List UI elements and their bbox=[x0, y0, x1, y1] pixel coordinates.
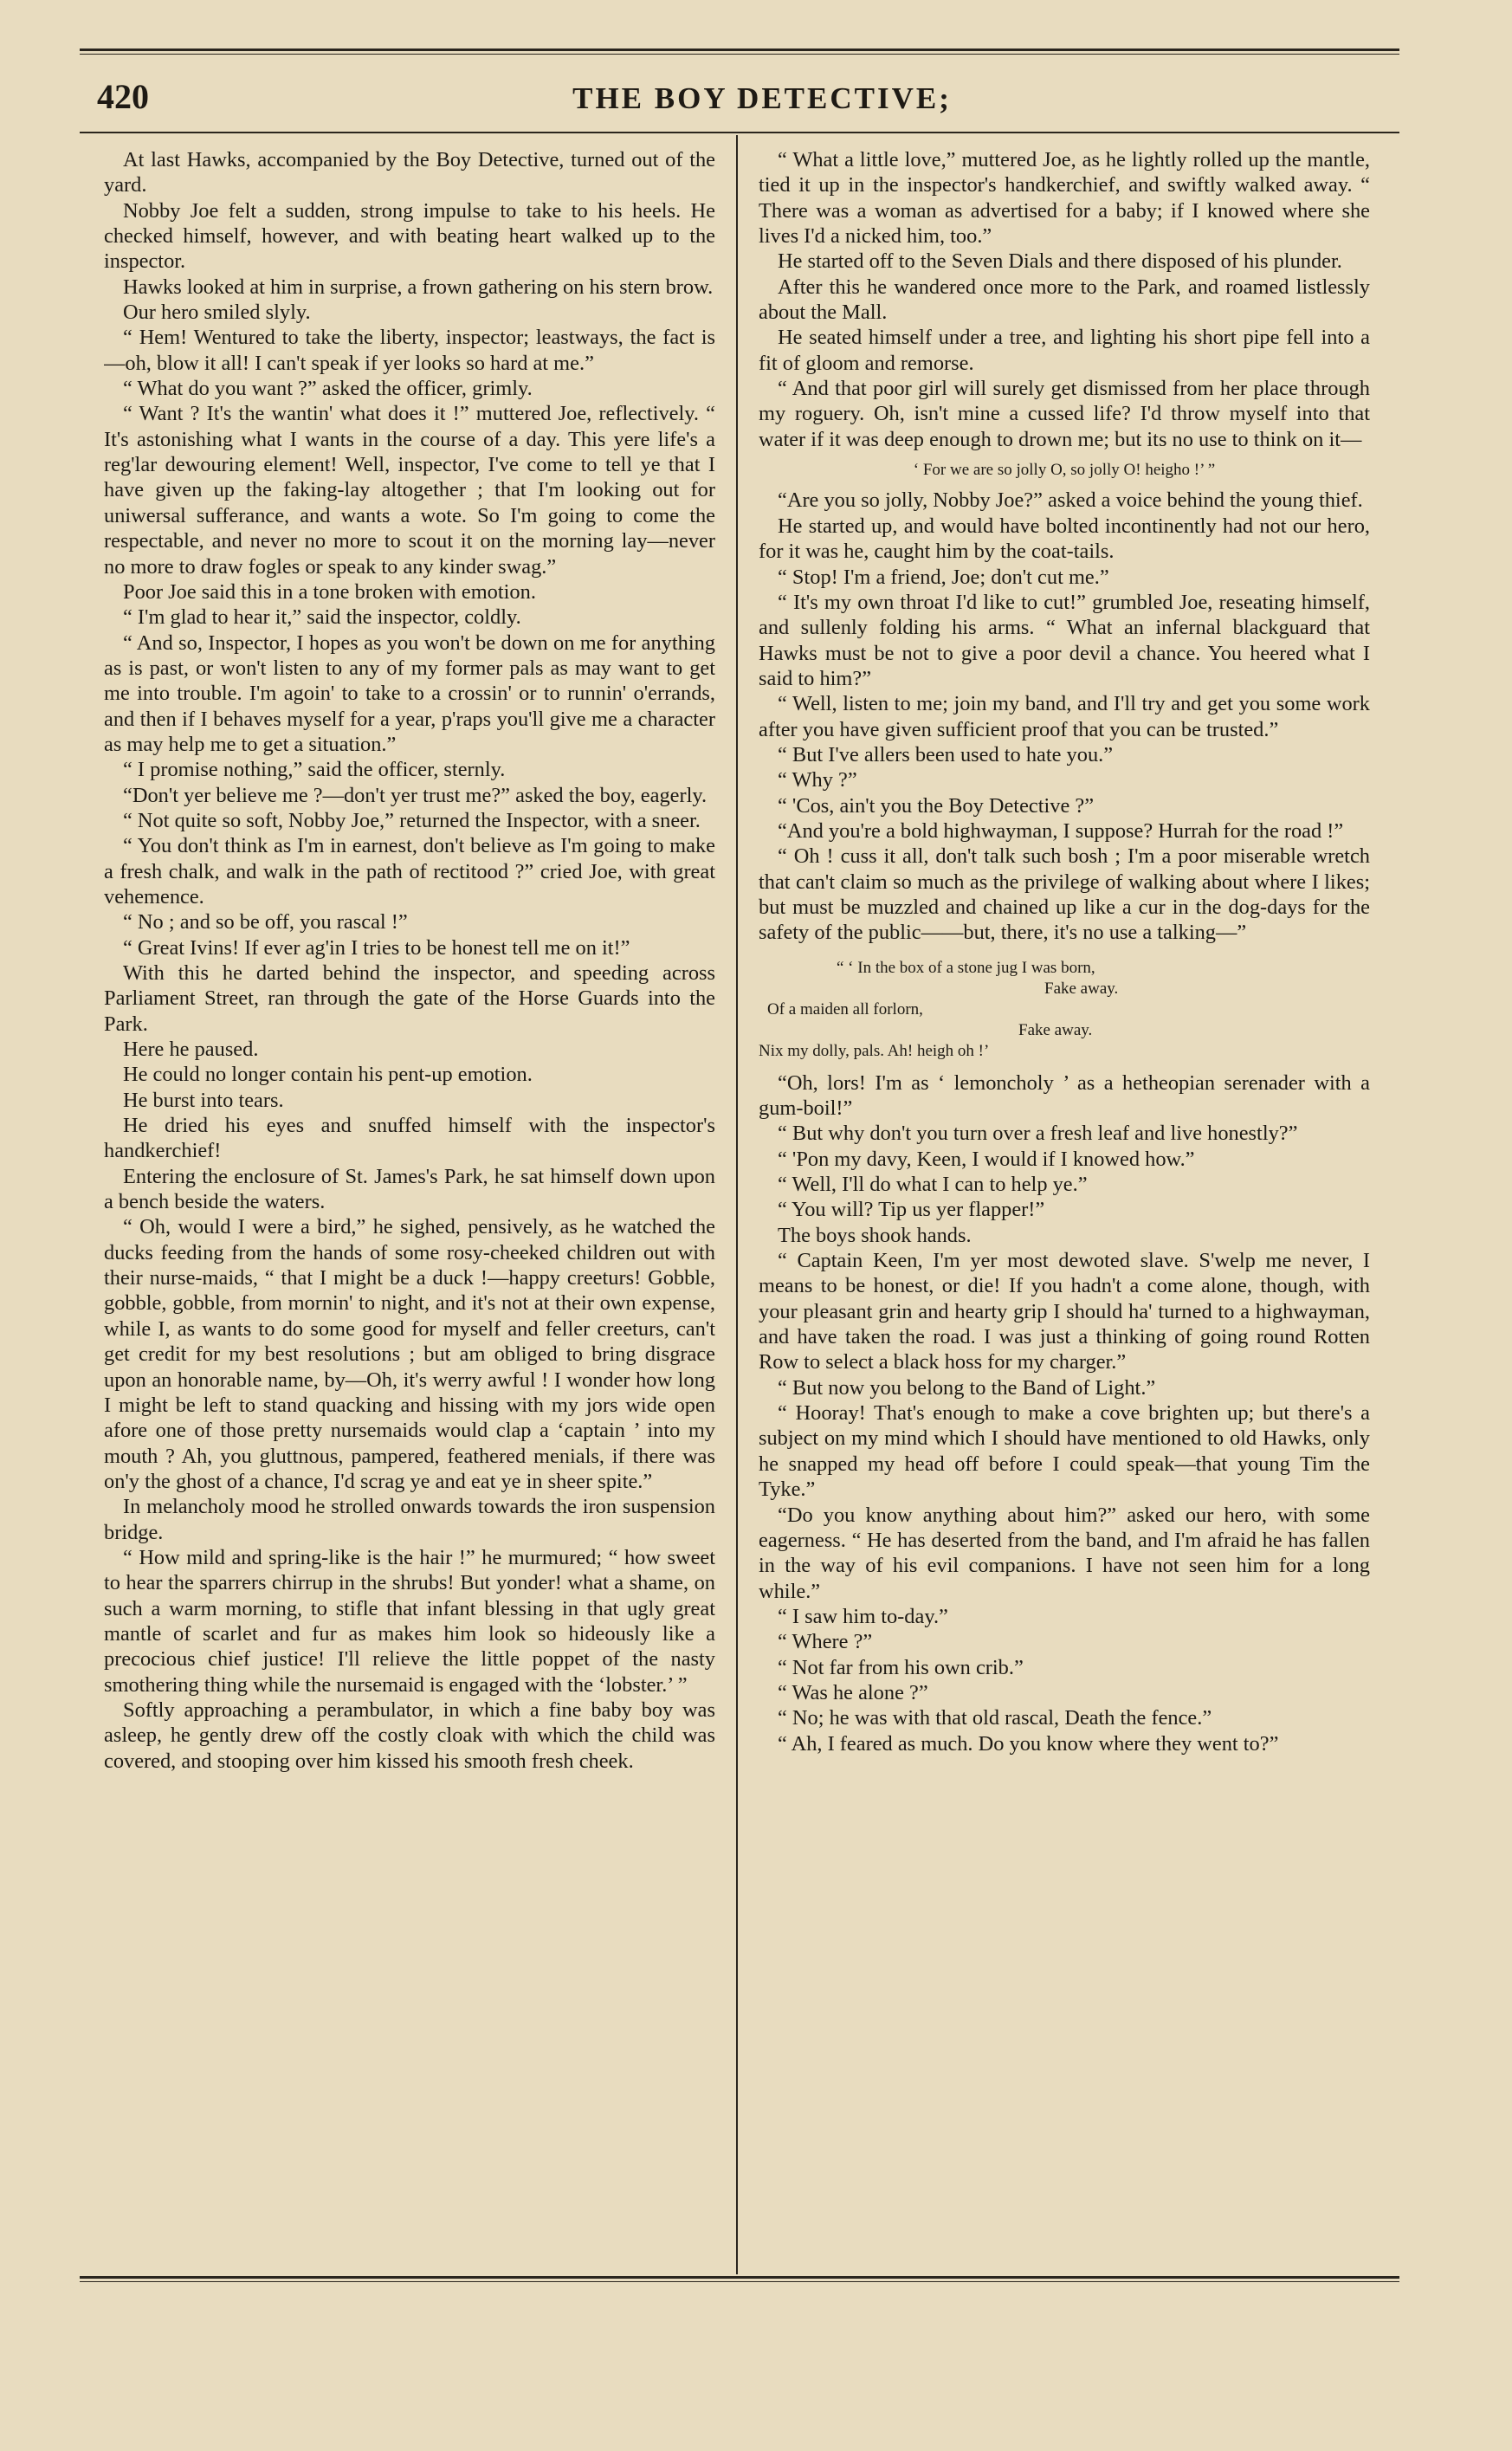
paragraph: At last Hawks, accompanied by the Boy Detective, turned out of the yard. bbox=[104, 148, 715, 197]
paragraph: “ Oh, would I were a bird,” he sighed, pensively, as he watched the ducks feeding from the hands of some rosy-cheeked children out with their nurse-maids, “ that I might be a duck !—happy creeturs! Gobble, gobble, gobble, from mornin' to night, and it's not at their own expense, while I, as wants to do some good for myself and feller creeturs, can't get credit for my best resolutions ; but am obliged to bring disgrace upon an honorable name, by—Oh, it's werry awful ! I wonder how long I might be left to stand quacking and hissing with my jors wide open afore one of those pretty nursemaids would clap a ‘captain ’ into my mouth ? Ah, you gluttnous, pampered, feathered menials, if there was on'y the ghost of a chance, I'd scrag ye and eat ye in sheer spite.” bbox=[104, 1215, 715, 1493]
song-line: ‘ For we are so jolly O, so jolly O! heigho !’ ” bbox=[913, 461, 1216, 480]
paragraph: Hawks looked at him in surprise, a frown gathering on his stern brow. bbox=[123, 275, 714, 299]
paragraph: “ What a little love,” muttered Joe, as he lightly rolled up the mantle, tied it up in the inspector's handkerchief, and swiftly walked away. “ There was a woman as advertised for a baby; if I knowed where she lives I'd a nicked him, too.” bbox=[759, 148, 1370, 249]
paragraph: “Don't yer believe me ?—don't yer trust me?” asked the boy, eagerly. bbox=[123, 783, 708, 807]
left-column-paragraphs bbox=[104, 147, 715, 1774]
paragraph: “ And that poor girl will surely get dismissed from her place through my roguery. Oh, isn't mine a cussed life? I'd throw myself into that water if it was deep enough to drown me; but its no use to think on it— bbox=[759, 377, 1370, 451]
paragraph: “ No ; and so be off, you rascal !” bbox=[123, 910, 408, 934]
paragraph: “ Was he alone ?” bbox=[778, 1680, 928, 1704]
paragraph: “Oh, lors! I'm as ‘ lemoncholy ’ as a hetheopian serenader with a gum-boil!” bbox=[759, 1070, 1370, 1120]
paragraph: “ Well, I'll do what I can to help ye.” bbox=[778, 1173, 1088, 1197]
paragraph: “ Ah, I feared as much. Do you know where they went to?” bbox=[778, 1731, 1279, 1756]
paragraph: “ Captain Keen, I'm yer most dewoted slave. S'welp me never, I means to be honest, or die! If you hadn't a come alone, though, with your pleasant grin and hearty grip I should ha' turned to a highwayman, and have taken the road. I was just a thinking of going round Rotten Row to select a black hoss for my charger.” bbox=[759, 1249, 1370, 1374]
paragraph: “ Well, listen to me; join my band, and I'll try and get you some work after you have given sufficient proof that you can be trusted.” bbox=[759, 692, 1370, 741]
page-number: 420 bbox=[97, 77, 149, 116]
paragraph: He started off to the Seven Dials and there disposed of his plunder. bbox=[778, 249, 1342, 274]
right-column-paragraphs-middle bbox=[759, 488, 1370, 945]
paragraph: “ And so, Inspector, I hopes as you won't be down on me for anything as is past, or won't listen to any of my former pals as may want to get me into trouble. I'm agoin' to take to a crossin' or to runnin' o'errands, and then if I behaves myself for a year, p'raps you'll give me a character as may help me to get a situation.” bbox=[104, 631, 715, 756]
paragraph: “ But now you belong to the Band of Light.” bbox=[778, 1375, 1156, 1400]
paragraph: “ Not far from his own crib.” bbox=[778, 1655, 1024, 1679]
paragraph: “ No; he was with that old rascal, Death the fence.” bbox=[778, 1706, 1212, 1730]
paragraph: “ Why ?” bbox=[778, 768, 857, 792]
paragraph: “ Stop! I'm a friend, Joe; don't cut me.” bbox=[778, 565, 1109, 589]
paragraph: “Are you so jolly, Nobby Joe?” asked a voice behind the young thief. bbox=[778, 488, 1363, 513]
paragraph: “ Great Ivins! If ever ag'in I tries to be honest tell me on it!” bbox=[123, 935, 630, 960]
paragraph: Poor Joe said this in a tone broken with emotion. bbox=[123, 579, 536, 604]
paragraph: In melancholy mood he strolled onwards towards the iron suspension bridge. bbox=[104, 1495, 715, 1544]
right-column-paragraphs-bottom bbox=[759, 1070, 1370, 1756]
top-rule-thin bbox=[80, 54, 1399, 55]
paragraph: Softly approaching a perambulator, in which a fine baby boy was asleep, he gently drew off the costly cloak with which the child was covered, and stooping over him kissed his smooth fresh cheek. bbox=[104, 1698, 715, 1773]
paragraph: “ Hem! Wentured to take the liberty, inspector; leastways, the fact is—oh, blow it all! I can't speak if yer looks so hard at me.” bbox=[104, 326, 715, 375]
paragraph: Nobby Joe felt a sudden, strong impulse to take to his heels. He checked himself, however, and with beating heart walked up to the inspector. bbox=[104, 198, 715, 274]
paragraph: “ You don't think as I'm in earnest, don't believe as I'm going to make a fresh chalk, and walk in the path of rectitood ?” cried Joe, with great vehemence. bbox=[104, 834, 715, 909]
paragraph: “ Want ? It's the wantin' what does it !” muttered Joe, reflectively. “ It's astonishing what I wants in the course of a day. This yere life's a reg'lar dewouring element! Well, inspector, I've come to tell ye that I have given up the faking-lay altogether ; that I'm looking out for uniwersal sufferance, and wants a wote. So I'm going to come the respectable, and never no more to scout it on the morning lay—never no more to draw fogles or speak to any kinder swag.” bbox=[104, 402, 715, 579]
paragraph: “ What do you want ?” asked the officer, grimly. bbox=[123, 377, 533, 401]
verse-line-1: “ ‘ In the box of a stone jug I was born, bbox=[837, 958, 1095, 977]
verse-refrain-2: Fake away. bbox=[1018, 1020, 1093, 1039]
paragraph: He burst into tears. bbox=[123, 1088, 284, 1112]
paragraph: “ But I've allers been used to hate you.” bbox=[778, 742, 1114, 766]
paragraph: “ You will? Tip us yer flapper!” bbox=[778, 1198, 1045, 1222]
paragraph: He dried his eyes and snuffed himself with the inspector's handkerchief! bbox=[104, 1114, 715, 1163]
running-title: THE BOY DETECTIVE; bbox=[572, 81, 952, 115]
verse-line-2: Of a maiden all forlorn, bbox=[767, 999, 923, 1019]
header-rule bbox=[80, 132, 1399, 133]
paragraph: “ Hooray! That's enough to make a cove brighten up; but there's a subject on my mind which I should have mentioned to old Hawks, only he snapped my head off before I could speak—that young Tim the Tyke.” bbox=[759, 1401, 1370, 1502]
column-divider bbox=[736, 135, 738, 2274]
paragraph: He started up, and would have bolted incontinently had not our hero, for it was he, caught him by the coat-tails. bbox=[759, 514, 1370, 564]
paragraph: He seated himself under a tree, and lighting his short pipe fell into a fit of gloom and remorse. bbox=[759, 326, 1370, 375]
verse-line-3: Nix my dolly, pals. Ah! heigh oh !’ bbox=[759, 1041, 990, 1060]
bottom-rule-thin bbox=[80, 2281, 1399, 2282]
paragraph: “Do you know anything about him?” asked our hero, with some eagerness. “ He has deserted from the band, and I'm afraid he has fallen in the way of his evil companions. I have not seen him for a long while.” bbox=[759, 1503, 1370, 1603]
paragraph: “ Not quite so soft, Nobby Joe,” returned the Inspector, with a sneer. bbox=[123, 808, 701, 832]
verse-refrain-1: Fake away. bbox=[1044, 979, 1119, 998]
paragraph: After this he wandered once more to the Park, and roamed listlessly about the Mall. bbox=[759, 275, 1370, 325]
paragraph: “ I saw him to-day.” bbox=[778, 1604, 948, 1628]
paragraph: “ 'Pon my davy, Keen, I would if I knowed how.” bbox=[778, 1147, 1195, 1171]
paragraph: “ How mild and spring-like is the hair !” he murmured; “ how sweet to hear the sparrers chirrup in the shrubs! But yonder! what a shame, on such a warm morning, to stifle that infant blessing in that ugly great mantle of scarlet and fur as makes him look so hideously like a precocious chief justice! I'll relieve the little poppet of the nasty smothering thing while the nursemaid is engaged with the ‘lobster.’ ” bbox=[104, 1545, 715, 1697]
paragraph: The boys shook hands. bbox=[778, 1223, 972, 1247]
bottom-rule bbox=[80, 2276, 1399, 2279]
paragraph: “ Oh ! cuss it all, don't talk such bosh ; I'm a poor miserable wretch that can't claim so much as the privilege of walking about where I likes; but must be muzzled and chained up like a cur in the dog-days for the safety of the public——but, there, it's no use a talking—” bbox=[759, 844, 1370, 945]
paragraph: “ I'm glad to hear it,” said the inspector, coldly. bbox=[123, 605, 521, 630]
paragraph: “ I promise nothing,” said the officer, sternly. bbox=[123, 758, 506, 782]
paragraph: With this he darted behind the inspector, and speeding across Parliament Street, ran through the gate of the Horse Guards into the Park. bbox=[104, 961, 715, 1036]
paragraph: Here he paused. bbox=[123, 1038, 259, 1062]
paragraph: “And you're a bold highwayman, I suppose? Hurrah for the road !” bbox=[778, 818, 1344, 843]
paragraph: Entering the enclosure of St. James's Park, he sat himself down upon a bench beside the waters. bbox=[104, 1164, 715, 1214]
paragraph: “ Where ?” bbox=[778, 1630, 873, 1654]
right-column-paragraphs-top bbox=[759, 147, 1370, 452]
left-column bbox=[104, 147, 715, 2243]
paragraph: “ It's my own throat I'd like to cut!” grumbled Joe, reseating himself, and sullenly folding his arms. “ What an infernal blackguard that Hawks must be not to give a poor devil a chance. You heered what I said to him?” bbox=[759, 590, 1370, 690]
paragraph: “ 'Cos, ain't you the Boy Detective ?” bbox=[778, 793, 1095, 818]
top-rule bbox=[80, 49, 1399, 51]
paragraph: He could no longer contain his pent-up emotion. bbox=[123, 1063, 533, 1087]
paragraph: “ But why don't you turn over a fresh leaf and live honestly?” bbox=[778, 1122, 1298, 1146]
right-column bbox=[759, 147, 1370, 2243]
paragraph: Our hero smiled slyly. bbox=[123, 301, 311, 325]
verse-block bbox=[759, 958, 1370, 1062]
